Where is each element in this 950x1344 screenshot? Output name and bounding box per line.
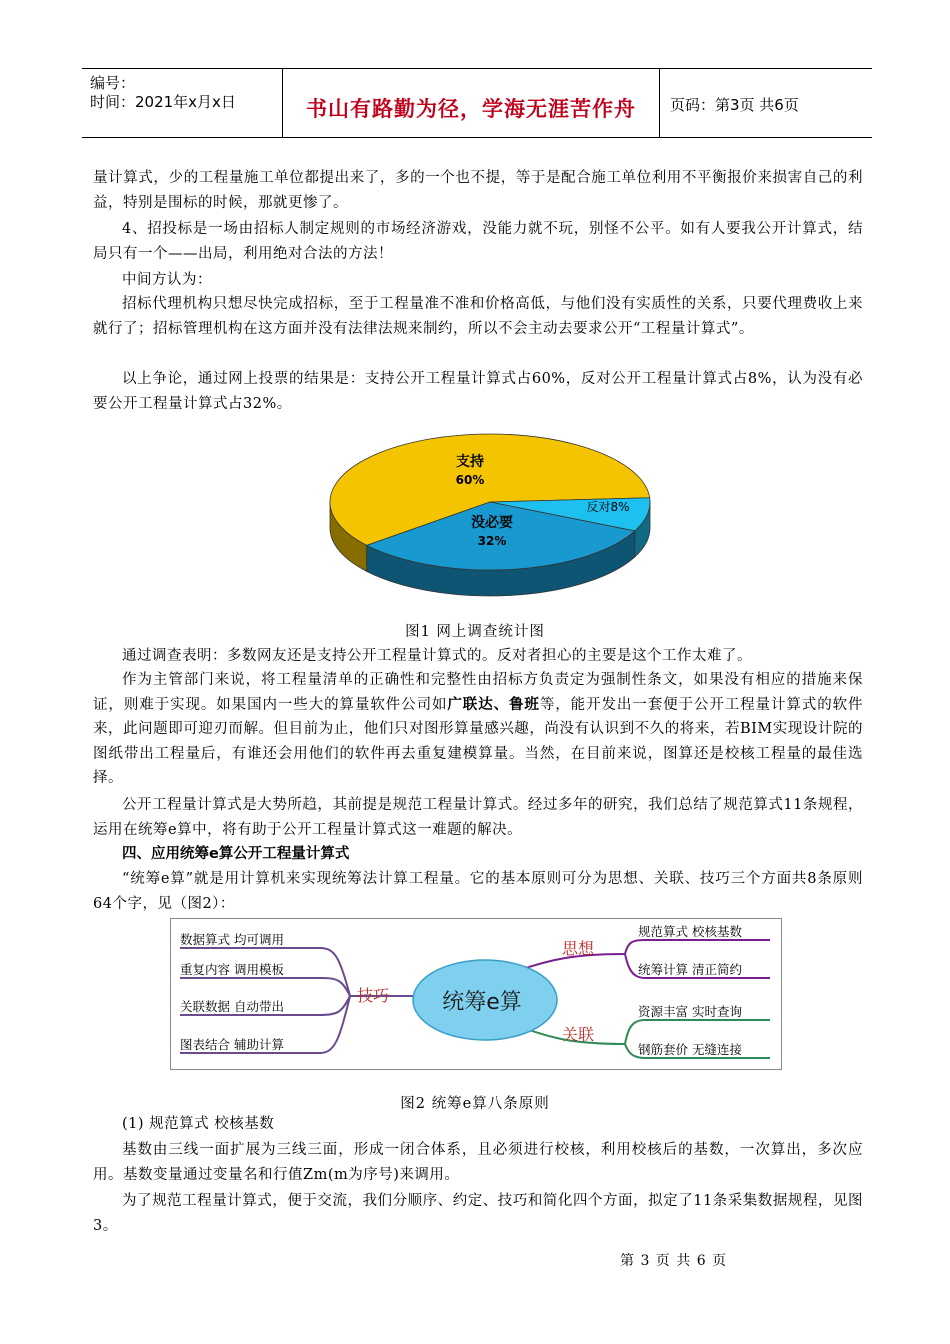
header-right-cell xyxy=(660,69,872,137)
paragraph: 量计算式，少的工程量施工单位都提出来了，多的一个也不提，等于是配合施工单位利用不平衡报价来损害自己的利益，特别是围标的时候，那就更惨了。 xyxy=(93,170,863,211)
center-label: 统筹e算 xyxy=(442,990,522,1015)
page-header xyxy=(82,68,872,138)
paragraph: 为了规范工程量计算式，便于交流，我们分顺序、约定、技巧和简化四个方面，拟定了11条采集数据规程，见图3。 xyxy=(93,1193,863,1234)
pie-label-support: 支持 xyxy=(456,454,484,470)
header-motto-cell xyxy=(283,69,660,137)
paragraph xyxy=(93,668,863,791)
principle-item: 规范算式 校核基数 xyxy=(638,924,742,939)
survey-pie-chart xyxy=(320,424,660,604)
paragraph: 中间方认为： xyxy=(122,272,212,288)
paragraph-text: 等，能开发出一套便于公开工程量计算式的软件来，此问题即可迎刃而解。但目前为止，他们只对图形算量感兴趣，尚没有认识到不久的将来，若BIM实现设计院的图纸带出工程量后，有谁还会用他们的软件再去重复建模算量。当然，在目前来说，图算还是校核工程量的最佳选择。 xyxy=(93,696,864,786)
pie-label-support-pct: 60% xyxy=(455,473,485,487)
paragraph: “统筹e算”就是用计算机来实现统筹法计算工程量。它的基本原则可分为思想、关联、技巧三个方面共8条原则64个字，见（图2）： xyxy=(93,871,863,912)
paragraph: 公开工程量计算式是大势所趋，其前提是规范工程量计算式。经过多年的研究，我们总结了规范算式11条规程，运用在统筹e算中，将有助于公开工程量计算式这一难题的解决。 xyxy=(93,797,863,838)
principle-item: 重复内容 调用模板 xyxy=(180,962,284,977)
header-left-cell xyxy=(82,69,283,137)
principles-mind-map xyxy=(170,918,782,1070)
pie-label-oppose: 反对8% xyxy=(586,500,630,514)
paragraph: 以上争论，通过网上投票的结果是：支持公开工程量计算式占60%，反对公开工程量计算式占8%，认为没有必要公开工程量计算式占32%。 xyxy=(93,371,863,412)
paragraph: 招标代理机构只想尽快完成招标，至于工程量准不准和价格高低，与他们没有实质性的关系，只要代理费收上来就行了；招标管理机构在这方面并没有法律法规来制约，所以不会主动去要求公开“工程量计算式”。 xyxy=(93,296,863,337)
time-label: 时间：2021年x月x日 xyxy=(90,93,236,111)
branch-label-jiqiao: 技巧 xyxy=(356,986,390,1005)
section-title: 四、应用统筹e算公开工程量计算式 xyxy=(122,846,350,862)
pie-label-unneeded: 没必要 xyxy=(471,515,513,531)
paragraph: 通过调查表明：多数网友还是支持公开工程量计算式的。反对者担心的主要是这个工作太难了。 xyxy=(122,648,752,664)
principle-item: 图表结合 辅助计算 xyxy=(180,1037,284,1052)
software-names: 广联达、鲁班 xyxy=(447,696,540,713)
paragraph: 4、招投标是一场由招标人制定规则的市场经济游戏，没能力就不玩，别怪不公平。如有人要我公开计算式，结局只有一个——出局，利用绝对合法的方法！ xyxy=(93,221,863,262)
principle-item: 统筹计算 清正简约 xyxy=(638,962,742,977)
paragraph: 基数由三线一面扩展为三线三面，形成一闭合体系，且必须进行校核，利用校核后的基数，一次算出，多次应用。基数变量通过变量名和行值Zm(m为序号)来调用。 xyxy=(93,1142,863,1183)
principle-item: 资源丰富 实时查询 xyxy=(638,1004,742,1019)
principle-item: 钢筋套价 无缝连接 xyxy=(638,1042,742,1057)
branch-label-sixiang: 思想 xyxy=(561,939,595,958)
motto: 书山有路勤为径，学海无涯苦作舟 xyxy=(306,97,636,121)
paragraph: (1) 规范算式 校核基数 xyxy=(122,1116,275,1132)
figure1-caption: 图1 网上调查统计图 xyxy=(405,624,545,640)
branch-label-guanlian: 关联 xyxy=(561,1025,595,1044)
principle-item: 关联数据 自动带出 xyxy=(180,999,284,1014)
page-footer: 第 3 页 共 6 页 xyxy=(620,1253,728,1269)
number-label: 编号： xyxy=(90,74,136,92)
principle-item: 数据算式 均可调用 xyxy=(180,932,284,947)
paragraph-text: 作为主管部门来说，将工程量清单的正确性和完整性由招标方负责定为强制性条文，如果没有相应的措施来保证，则难于实现。如果国内一些大的算量软件公司如 xyxy=(93,672,863,713)
figure2-caption: 图2 统筹e算八条原则 xyxy=(400,1096,550,1112)
page-info: 页码：第3页 共6页 xyxy=(670,96,799,114)
pie-label-unneeded-pct: 32% xyxy=(477,534,507,548)
